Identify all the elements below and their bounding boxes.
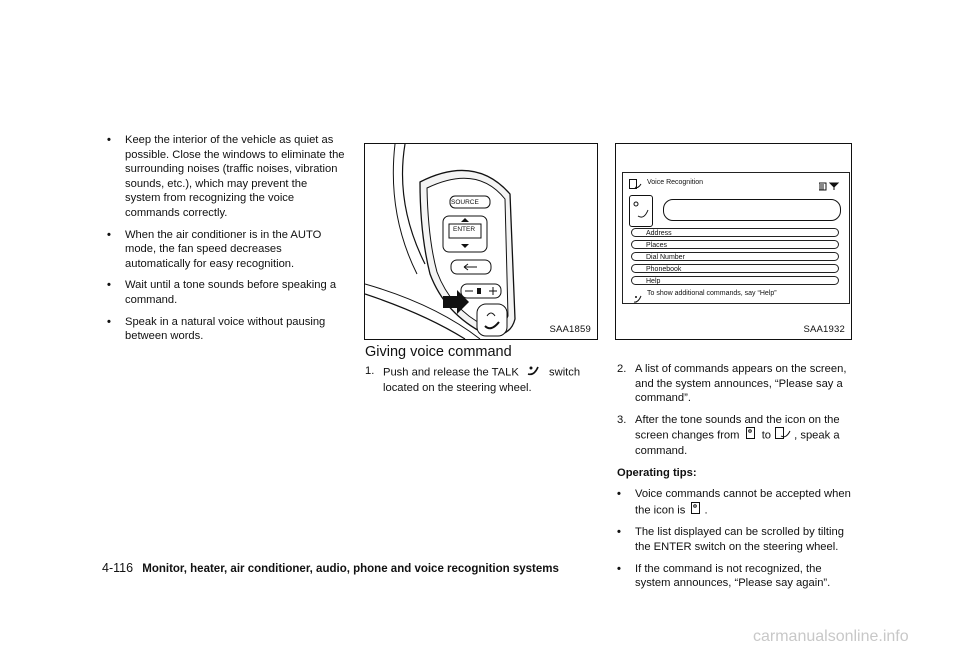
bullet-text: Wait until a tone sounds before speaking a command. xyxy=(125,279,337,306)
step-text-mid: to xyxy=(761,429,772,442)
tip-item xyxy=(617,525,851,554)
tip-text-end: . xyxy=(704,504,708,516)
step-text-2: , speak a command. xyxy=(635,429,840,457)
bullet-text: When the air conditioner is in the AUTO mode, the fan speed decreases automatically for easy recognition. xyxy=(125,228,322,270)
voice-command-item[interactable]: Address xyxy=(631,228,839,237)
bullet-mark: • xyxy=(107,228,111,241)
bullet-text: Speak in a natural voice without pausing between words. xyxy=(125,315,326,343)
bullet-mark: • xyxy=(617,488,621,501)
bullet-mark: • xyxy=(107,315,111,328)
middle-column xyxy=(365,364,600,402)
figure-label: SAA1932 xyxy=(803,324,845,335)
step-1 xyxy=(365,364,600,395)
tip-item xyxy=(617,562,851,591)
step-number: 3. xyxy=(617,413,627,426)
steering-switch-figure xyxy=(364,143,598,340)
tip-item xyxy=(617,487,851,518)
bullet-item xyxy=(107,315,345,344)
screen-hint: To show additional commands, say “Help” xyxy=(647,290,777,297)
bullet-mark: • xyxy=(107,279,111,292)
step-number: 2. xyxy=(617,363,627,375)
tip-text: If the command is not recognized, the system announces, “Please say again”. xyxy=(635,562,831,590)
bullet-text: Keep the interior of the vehicle as quiet as possible. Close the windows to eliminate the surrounding noises (traffic noises, vibration sounds, etc.), which may prevent the system from recognizing the voice commands correctly. xyxy=(125,134,345,219)
steering-switch-illustration xyxy=(365,144,597,339)
recognition-result-field xyxy=(663,199,841,221)
chapter-title: Monitor, heater, air conditioner, audio, phone and voice recognition systems xyxy=(142,563,559,575)
bullet-item xyxy=(107,278,345,307)
figure-label: SAA1859 xyxy=(549,324,591,335)
talk-hint-icon xyxy=(633,290,643,308)
step-text: Push and release the TALK xyxy=(383,366,519,379)
voice-recognition-screen xyxy=(622,172,850,304)
screen-header: Voice Recognition xyxy=(647,179,704,186)
tip-text: The list displayed can be scrolled by tilting the ENTER switch on the steering wheel. xyxy=(635,526,844,553)
page-footer xyxy=(102,561,559,575)
tip-text: Voice commands cannot be accepted when the icon is xyxy=(635,488,851,516)
voice-command-item[interactable]: Dial Number xyxy=(631,252,839,261)
step-text-2: switch located on the steering wheel. xyxy=(383,366,581,394)
step-2 xyxy=(617,362,851,406)
signal-icon xyxy=(819,178,841,196)
step-text: A list of commands appears on the screen, and the system announces, “Please say a command”. xyxy=(635,363,847,405)
voice-command-item[interactable]: Phonebook xyxy=(631,264,839,273)
bullet-item xyxy=(107,228,345,272)
bullet-item xyxy=(107,133,345,221)
page-number: 4-116 xyxy=(102,561,134,575)
bullet-mark: • xyxy=(107,134,111,146)
step-3 xyxy=(617,413,851,459)
voice-speaker-icon xyxy=(629,195,653,227)
source-button-label: SOURCE xyxy=(451,199,479,206)
voice-command-item[interactable]: Help xyxy=(631,276,839,285)
speaker-icon xyxy=(691,502,701,519)
tips-heading: Operating tips: xyxy=(617,466,697,479)
bullet-mark: • xyxy=(617,562,621,575)
enter-button-label: ENTER xyxy=(453,226,476,233)
voice-command-item[interactable]: Places xyxy=(631,240,839,249)
voice-mic-icon xyxy=(629,177,643,195)
section-title: Giving voice command xyxy=(365,344,512,360)
bullet-mark: • xyxy=(617,526,621,539)
right-column xyxy=(617,362,851,598)
step-number: 1. xyxy=(365,365,375,377)
step-text: After the tone sounds and the icon on the screen changes from xyxy=(635,413,840,442)
speaker-icon xyxy=(746,427,756,444)
voice-active-icon xyxy=(775,427,793,444)
talk-switch-icon xyxy=(526,364,542,381)
watermark: carmanualsonline.info xyxy=(753,628,909,645)
left-column xyxy=(107,133,345,351)
